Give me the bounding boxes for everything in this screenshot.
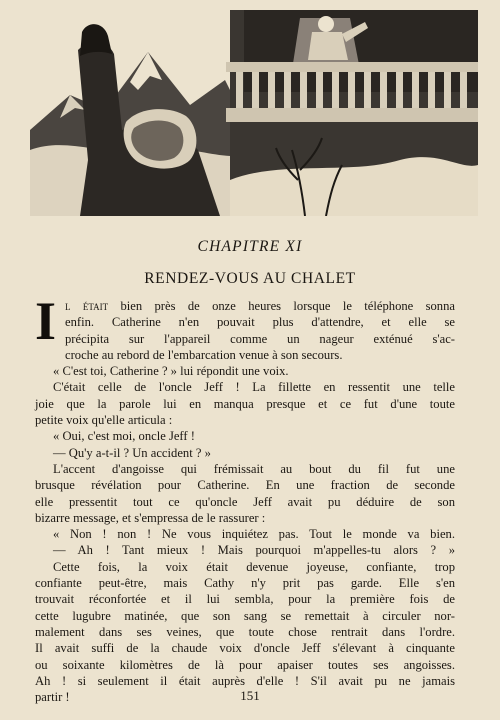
text-line: petite voix qu'elle articula : [35, 413, 173, 428]
text-line: brusque révélation pour Catherine. En une fraction de seconde [35, 478, 455, 493]
text-line: trouvait réconfortée et il lui sembla, pour la première fois de [35, 592, 455, 607]
text-line: C'était celle de l'oncle Jeff ! La fillette en ressentit une telle [53, 380, 455, 395]
text-line: « C'est toi, Catherine ? » lui répondit une voix. [53, 364, 289, 379]
page-number: 151 [240, 688, 260, 703]
text-line: « Oui, c'est moi, oncle Jeff ! [53, 429, 195, 444]
text-line: Cette fois, la voix était devenue joyeuse, confiante, trop [53, 559, 455, 574]
chapter-body-text [35, 298, 455, 705]
text-line: croche au rebord de l'embarcation venue à son secours. [65, 347, 343, 362]
chapter-title: RENDEZ-VOUS AU CHALET [144, 270, 356, 287]
text-line: ou soixante kilomètres de là pour apaiser toutes ses angoisses. [35, 657, 455, 672]
drop-cap: I [35, 291, 57, 351]
text-line: Il avait suffi de la chaude voix d'oncle Jeff s'élevant à cinquante [35, 641, 455, 656]
text-line: Ah ! si seulement il était auprès d'elle ! S'il avait pu ne jamais [35, 673, 455, 688]
text-line: « Non ! non ! Ne vous inquiétez pas. Tout le monde va bien. [53, 527, 455, 542]
text-line: joie que la parole lui en manqua presque et ce fut d'une toute [35, 396, 455, 411]
first-words-small-caps: l était [65, 299, 109, 313]
text-line: confiante peut-être, mais Cathy n'y prit pas garde. Elle s'en [35, 576, 455, 591]
text-line: elle pressentit tout ce qu'oncle Jeff avait pu déduire de son [35, 494, 455, 509]
text-line: partir ! [35, 690, 70, 705]
first-line-rest: bien près de onze heures lorsque le téléphone sonna [108, 299, 455, 313]
text-line: malement dans ses veines, que toute chose rentrait dans l'ordre. [35, 624, 455, 639]
chapter-illustration [30, 10, 478, 216]
chapter-number: CHAPITRE XI [197, 238, 303, 255]
text-line: cette lugubre matinée, que son sang se remettait à circuler nor- [35, 608, 455, 623]
text-line: — Ah ! Tant mieux ! Mais pourquoi m'appelles-tu alors ? » [53, 543, 455, 558]
text-line: bizarre message, et s'empressa de le rassurer : [35, 510, 266, 525]
text-line: — Qu'y a-t-il ? Un accident ? » [53, 445, 211, 460]
text-line: précipita sur l'appareil comme un nageur exténué s'ac- [65, 331, 455, 346]
text-line [35, 298, 455, 314]
text-line: enfin. Catherine n'en pouvait plus d'attendre, et elle se [65, 315, 455, 330]
text-line: L'accent d'angoisse qui frémissait au bout du fil fut une [53, 461, 455, 476]
